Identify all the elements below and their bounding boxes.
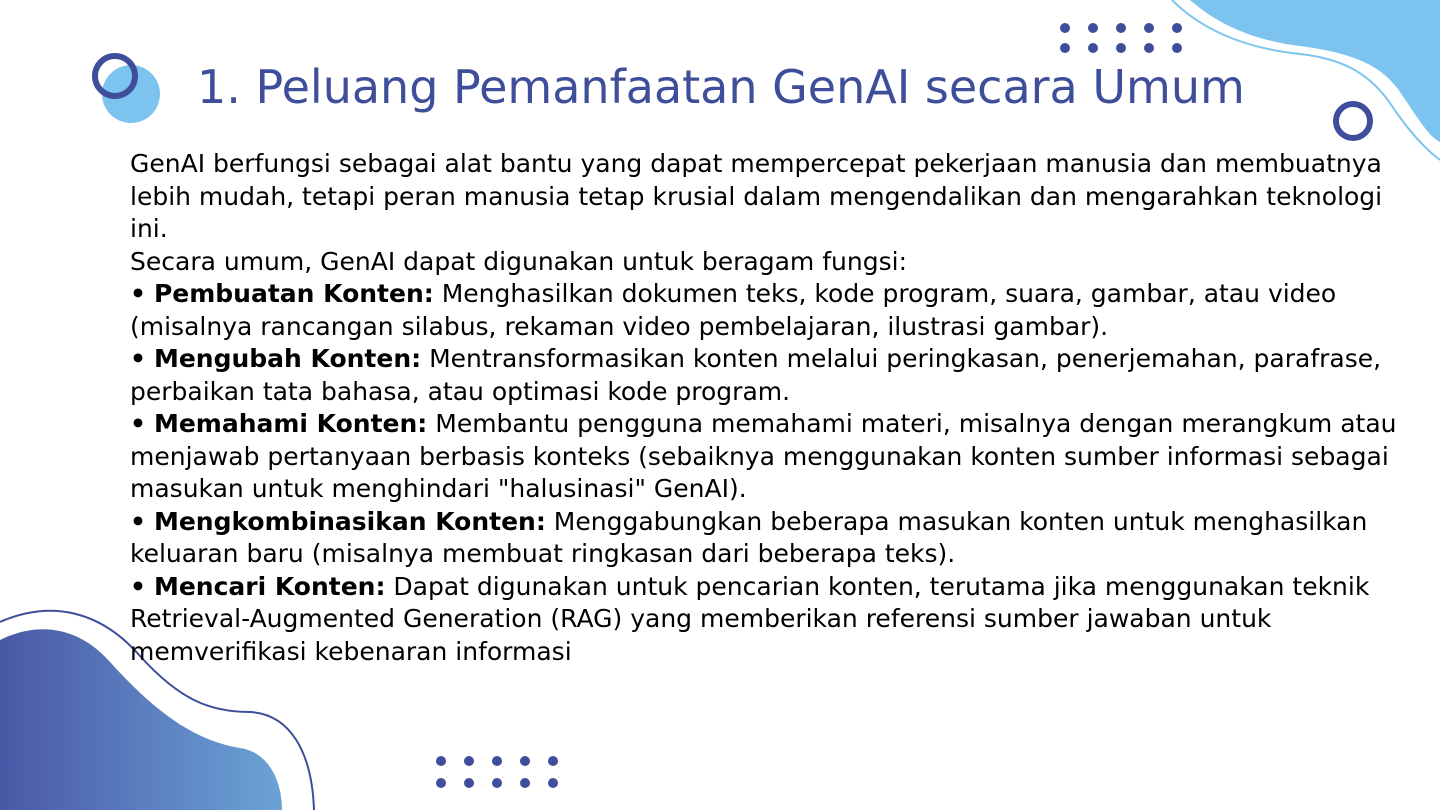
bullet-text: Menghasilkan dokumen teks, kode program, suara, gambar, atau video (misalnya rancangan silabus, rekaman video pembelajaran, ilustrasi gambar). [130,279,1337,341]
bullet-text: Membantu pengguna memahami materi, misalnya dengan merangkum atau menjawab pertanyaan berbasis konteks (sebaiknya menggunakan konten sumber informasi sebagai masukan untuk menghindari "halusinasi" GenAI). [130,409,1397,503]
bullet-item [130,408,1400,506]
bullet-item [130,343,1400,408]
bullet-item [130,506,1400,571]
bullet-term: Mencari Konten: [153,571,386,601]
intro-paragraph: GenAI berfungsi sebagai alat bantu yang dapat mempercepat pekerjaan manusia dan membuatnya lebih mudah, tetapi peran manusia tetap krusial dalam mengendalikan dan mengarahkan teknologi ini. [130,149,1383,243]
bullet-marker: • [130,571,146,601]
bullet-text: Menggabungkan beberapa masukan konten untuk menghasilkan keluaran baru (misalnya membuat ringkasan dari beberapa teks). [130,506,1368,568]
top-dot-grid [1060,23,1182,53]
bottom-dot-grid [436,756,558,788]
bullet-term: Mengubah Konten: [153,344,422,373]
bullet-term: Mengkombinasikan Konten: [153,506,546,536]
slide-title: 1. Peluang Pemanfaatan GenAI secara Umum [197,60,1245,114]
bullet-text: Dapat digunakan untuk pencarian konten, terutama jika menggunakan teknik Retrieval-Augmented Generation (RAG) yang memberikan referensi sumber jawaban untuk memverifikasi kebenaran informasi [130,571,1370,666]
bullet-term: Pembuatan Konten: [153,279,434,308]
bullet-marker: • [130,279,146,308]
ring-decoration-right [1336,104,1370,138]
bullet-marker: • [130,409,146,438]
bullet-text: Mentransformasikan konten melalui peringkasan, penerjemahan, parafrase, perbaikan tata bahasa, atau optimasi kode program. [130,344,1382,406]
bullet-item [130,571,1400,669]
bullet-term: Memahami Konten: [153,409,428,438]
lead-paragraph: Secara umum, GenAI dapat digunakan untuk beragam fungsi: [130,246,907,276]
slide-body [130,148,1400,668]
bullet-marker: • [130,506,146,536]
bullet-item [130,278,1400,343]
bullet-marker: • [130,344,146,373]
